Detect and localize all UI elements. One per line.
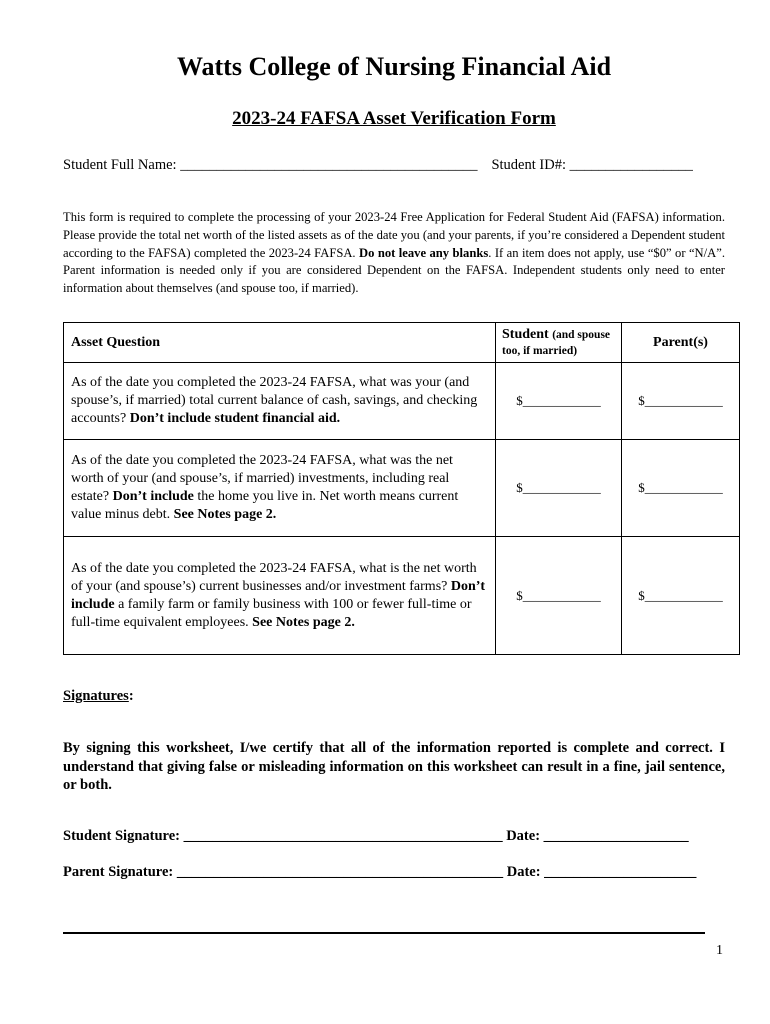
instructions-text-1: This form is required to complete the processing of your 2023-24 Free Application for Federal Student Aid (FAFSA) information. Please provide the total net worth of the listed assets as of the date you (and your parents, if you’re considered a Dependent student according to the FAFSA) completed the 2023-24 FAFSA. — [63, 210, 725, 260]
student-name-field[interactable]: Student Full Name: _________________________________________ — [63, 157, 478, 173]
student-amount-field[interactable]: $____________ — [496, 363, 622, 440]
student-amount-field[interactable]: $____________ — [496, 440, 622, 537]
parent-signature-line[interactable]: Parent Signature: _____________________________________________ Date: _____________________ — [63, 864, 697, 880]
question-text: As of the date you completed the 2023-24 FAFSA, what was the net worth of your (and spouse’s, if married) investments, including real estate? — [71, 453, 453, 504]
student-id-field[interactable]: Student ID#: _________________ — [491, 157, 693, 173]
header-asset-question: Asset Question — [64, 323, 496, 363]
page-number: 1 — [716, 943, 723, 958]
footer-divider — [63, 932, 705, 934]
question-bold-2: See Notes page 2. — [173, 507, 277, 522]
student-info-row — [63, 157, 733, 174]
parent-amount-field[interactable]: $____________ — [622, 440, 740, 537]
question-cell — [64, 440, 496, 537]
page-title: Watts College of Nursing Financial Aid — [176, 52, 612, 81]
instructions-text-2: . If an item does not apply, use “$0” or “N/A”. Parent information is needed only if you are considered Dependent on the FAFSA. Independent students only need to enter information about themselves (and spouse too, if married). — [63, 245, 725, 296]
table-row — [64, 363, 740, 440]
table-header-row — [64, 323, 740, 363]
parent-amount-field[interactable]: $____________ — [622, 363, 740, 440]
parent-amount-field[interactable]: $____________ — [622, 537, 740, 655]
instructions-paragraph — [63, 209, 725, 298]
question-bold: Don’t include — [71, 578, 486, 612]
student-signature-line[interactable]: Student Signature: ____________________________________________ Date: ____________________ — [63, 828, 689, 844]
table-row — [64, 440, 740, 537]
question-text: As of the date you completed the 2023-24 FAFSA, what was your (and spouse’s, if married) total current balance of cash, savings, and checking accounts? — [71, 375, 478, 426]
signatures-heading-text: Signatures — [63, 688, 129, 704]
question-bold: Don’t include student financial aid. — [129, 411, 341, 426]
question-bold: Don’t include — [112, 489, 194, 504]
form-subtitle: 2023-24 FAFSA Asset Verification Form — [232, 108, 556, 129]
header-student-note: (and spouse too, if married) — [502, 328, 611, 357]
signatures-heading — [63, 688, 134, 705]
asset-table — [63, 322, 740, 655]
signatures-heading-colon: : — [128, 688, 134, 704]
question-text-2: a family farm or family business with 100 or fewer full-time or full-time equivalent employees. — [71, 596, 472, 630]
question-cell — [64, 363, 496, 440]
student-amount-field[interactable]: $____________ — [496, 537, 622, 655]
instructions-bold: Do not leave any blanks — [359, 245, 489, 260]
header-student-label: Student — [502, 326, 549, 342]
question-cell — [64, 537, 496, 655]
table-row — [64, 537, 740, 655]
header-student — [496, 323, 622, 363]
question-text-2: the home you live in. Net worth means current value minus debt. — [71, 489, 459, 522]
certification-statement: By signing this worksheet, I/we certify that all of the information reported is complete and correct. I understand that giving false or misleading information on this worksheet can result in a fine, jail sentence, or both. — [63, 740, 725, 793]
header-parents: Parent(s) — [622, 323, 740, 363]
question-bold-2: See Notes page 2. — [252, 614, 355, 630]
question-text: As of the date you completed the 2023-24 FAFSA, what is the net worth of your (and spouse’s) current businesses and/or investment farms? — [71, 560, 477, 594]
